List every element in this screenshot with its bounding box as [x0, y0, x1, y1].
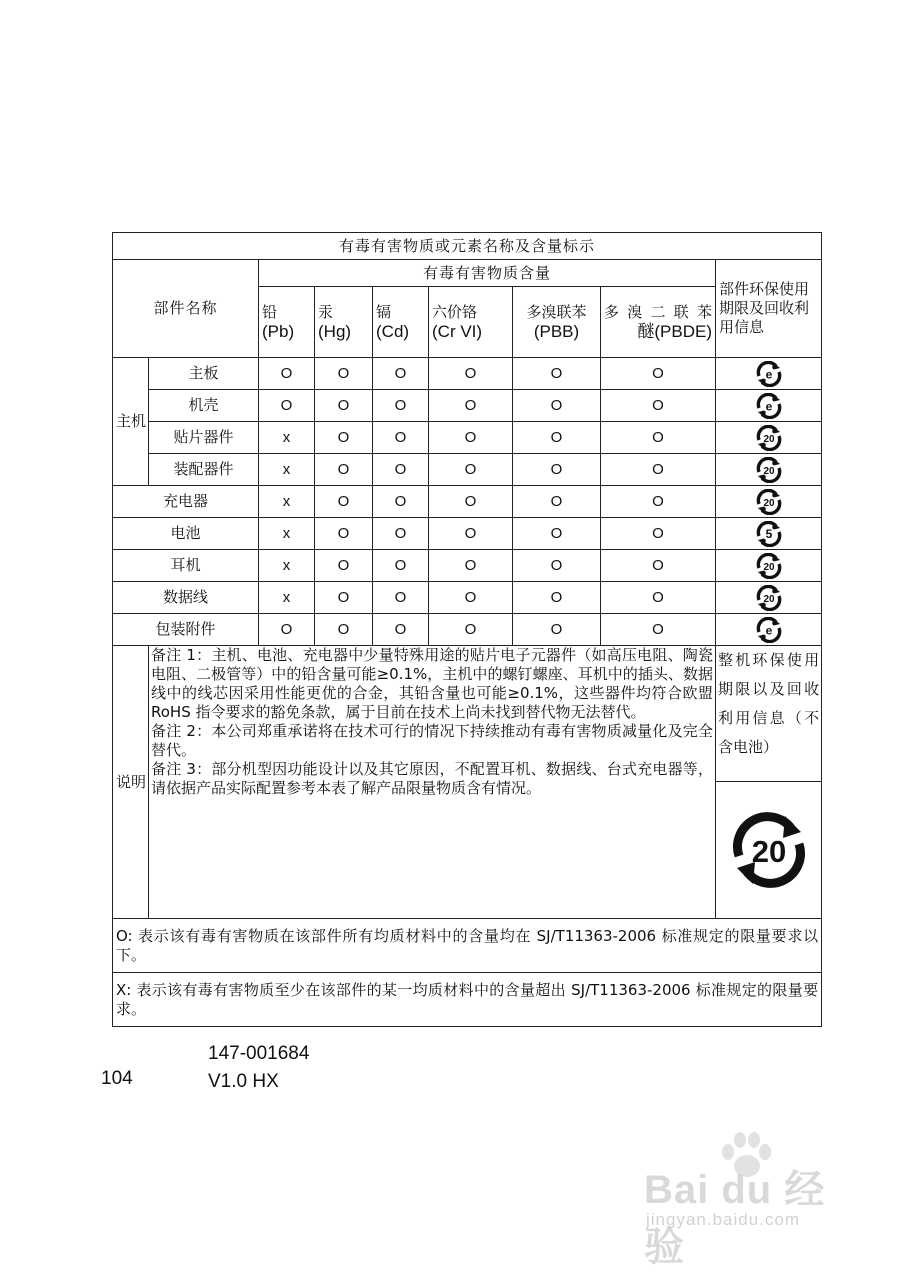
part-name: 贴片器件 [149, 422, 259, 454]
element-pbde: 多溴二联苯 醚(PBDE) [601, 287, 716, 358]
part-name: 充电器 [113, 486, 259, 518]
svg-text:20: 20 [762, 433, 775, 445]
substance-value: O [513, 518, 601, 550]
substance-value: O [315, 582, 373, 614]
part-code: 147-001684 [208, 1043, 310, 1064]
note-3: 备注 3：部分机型因功能设计以及其它原因，不配置耳机、数据线、台式充电器等，请依据产品实际配置参考本表了解产品限量物质含有情况。 [151, 760, 713, 797]
document-code [208, 1040, 309, 1096]
substance-value: O [315, 358, 373, 390]
efup-e-icon [756, 617, 782, 643]
substance-value: O [373, 422, 429, 454]
substance-value: O [373, 518, 429, 550]
substance-value: O [601, 614, 716, 646]
substance-value: x [259, 582, 315, 614]
efup-e-icon [756, 393, 782, 419]
svg-text:20: 20 [762, 497, 775, 509]
part-name: 数据线 [113, 582, 259, 614]
svg-text:e: e [765, 367, 772, 381]
efup-cell [716, 390, 822, 422]
substance-value: x [259, 422, 315, 454]
substance-value: O [429, 422, 513, 454]
substance-value: O [315, 390, 373, 422]
efup-20-icon [756, 489, 782, 515]
substance-value: O [513, 614, 601, 646]
substance-value: O [429, 454, 513, 486]
efup-cell [716, 582, 822, 614]
efup-header: 部件环保使用期限及回收利用信息 [716, 260, 822, 358]
efup-cell [716, 358, 822, 390]
table-body [113, 358, 822, 646]
substance-value: O [429, 582, 513, 614]
part-name: 机壳 [149, 390, 259, 422]
part-name-header: 部件名称 [113, 260, 259, 358]
svg-text:20: 20 [762, 561, 775, 573]
part-name: 耳机 [113, 550, 259, 582]
substance-value: O [373, 390, 429, 422]
side-note: 整机环保使用期限以及回收利用信息（不含电池） [716, 646, 821, 782]
table-row [113, 454, 822, 486]
substance-value: O [429, 614, 513, 646]
efup-20-icon [756, 553, 782, 579]
substance-value: O [601, 390, 716, 422]
substance-value: O [513, 550, 601, 582]
efup-cell [716, 614, 822, 646]
element-hg: 汞 (Hg) [315, 287, 373, 358]
substance-value: O [429, 486, 513, 518]
substance-value: O [601, 582, 716, 614]
element-pb: 铅 (Pb) [259, 287, 315, 358]
substance-value: O [601, 518, 716, 550]
part-name: 电池 [113, 518, 259, 550]
substance-value: O [513, 454, 601, 486]
efup-20-icon [756, 457, 782, 483]
element-crvi: 六价铬 (Cr VI) [429, 287, 513, 358]
watermark-logo: Bai du 经验 [644, 1168, 826, 1269]
substance-value: x [259, 518, 315, 550]
version-label: V1.0 HX [208, 1071, 279, 1092]
table-row [113, 614, 822, 646]
substance-value: O [429, 518, 513, 550]
substance-value: O [259, 390, 315, 422]
substance-value: O [259, 614, 315, 646]
svg-text:5: 5 [765, 526, 772, 541]
watermark-url: jingyan.baidu.com [646, 1210, 801, 1229]
part-name: 主板 [149, 358, 259, 390]
efup-cell [716, 550, 822, 582]
note-1: 备注 1：主机、电池、充电器中少量特殊用途的贴片电子元器件（如高压电阻、陶瓷电阻、二极管等）中的铅含量可能≥0.1%，主机中的螺钉螺座、耳机中的插头、数据线中的线芯因采用性能更优的合金，其铅含量也可能≥0.1%，这些器件均符合欧盟 RoHS 指令要求的豁免条款，属于目前在技术上尚未找到替代物无法替代。 [151, 646, 713, 721]
notes-cell [149, 646, 716, 919]
efup-cell [716, 518, 822, 550]
part-name: 装配器件 [149, 454, 259, 486]
table-title: 有毒有害物质或元素名称及含量标示 [113, 233, 822, 260]
hazard-content-header: 有毒有害物质含量 [259, 260, 716, 287]
substance-value: O [315, 454, 373, 486]
efup-20-icon [756, 425, 782, 451]
substance-value: O [373, 454, 429, 486]
element-cd: 镉 (Cd) [373, 287, 429, 358]
substance-value: x [259, 486, 315, 518]
substance-value: x [259, 454, 315, 486]
table-row [113, 486, 822, 518]
table-row [113, 518, 822, 550]
efup-cell [716, 454, 822, 486]
substance-value: O [373, 550, 429, 582]
substance-value: O [373, 582, 429, 614]
svg-text:20: 20 [762, 593, 775, 605]
substance-value: O [373, 614, 429, 646]
side-info-cell [716, 646, 822, 919]
svg-text:e: e [765, 399, 772, 413]
substance-value: O [373, 486, 429, 518]
substance-value: O [513, 358, 601, 390]
note-2: 备注 2：本公司郑重承诺将在技术可行的情况下持续推动有毒有害物质减量化及完全替代。 [151, 722, 713, 759]
efup-5-icon [756, 521, 782, 547]
substance-value: O [601, 486, 716, 518]
substance-value: O [601, 454, 716, 486]
note-label: 说明 [113, 646, 149, 919]
part-name: 包装附件 [113, 614, 259, 646]
table-row [113, 390, 822, 422]
substance-value: O [315, 486, 373, 518]
substance-value: O [315, 518, 373, 550]
substance-value: O [601, 550, 716, 582]
efup-cell [716, 422, 822, 454]
substance-value: O [429, 358, 513, 390]
svg-text:20: 20 [762, 465, 775, 477]
substance-value: O [601, 422, 716, 454]
substance-value: O [513, 390, 601, 422]
definition-o: O: 表示该有毒有害物质在该部件所有均质材料中的含量均在 SJ/T11363-2006 标准规定的限量要求以下。 [113, 919, 822, 973]
efup-20-large-icon [727, 808, 811, 892]
baidu-watermark [644, 1132, 864, 1269]
table-row [113, 582, 822, 614]
table-row [113, 550, 822, 582]
table-row [113, 422, 822, 454]
substance-value: O [315, 614, 373, 646]
substance-value: O [513, 582, 601, 614]
page-number: 104 [101, 1068, 133, 1089]
efup-e-icon [756, 361, 782, 387]
substance-value: O [429, 550, 513, 582]
substance-value: O [429, 390, 513, 422]
substance-value: O [315, 422, 373, 454]
efup-cell [716, 486, 822, 518]
substance-value: O [373, 358, 429, 390]
side-badge-number: 20 [751, 834, 786, 869]
table-row [113, 358, 822, 390]
substance-value: x [259, 550, 315, 582]
side-badge-wrap [716, 782, 821, 918]
substance-value: O [315, 550, 373, 582]
efup-20-icon [756, 585, 782, 611]
hazardous-substance-table [112, 232, 822, 1027]
group-label-host: 主机 [113, 358, 149, 486]
definition-x: X: 表示该有毒有害物质至少在该部件的某一均质材料中的含量超出 SJ/T11363-2006 标准规定的限量要求。 [113, 973, 822, 1027]
element-pbb: 多溴联苯 (PBB) [513, 287, 601, 358]
substance-value: O [513, 486, 601, 518]
substance-value: O [601, 358, 716, 390]
substance-value: O [513, 422, 601, 454]
substance-value: O [259, 358, 315, 390]
svg-text:e: e [765, 623, 772, 637]
